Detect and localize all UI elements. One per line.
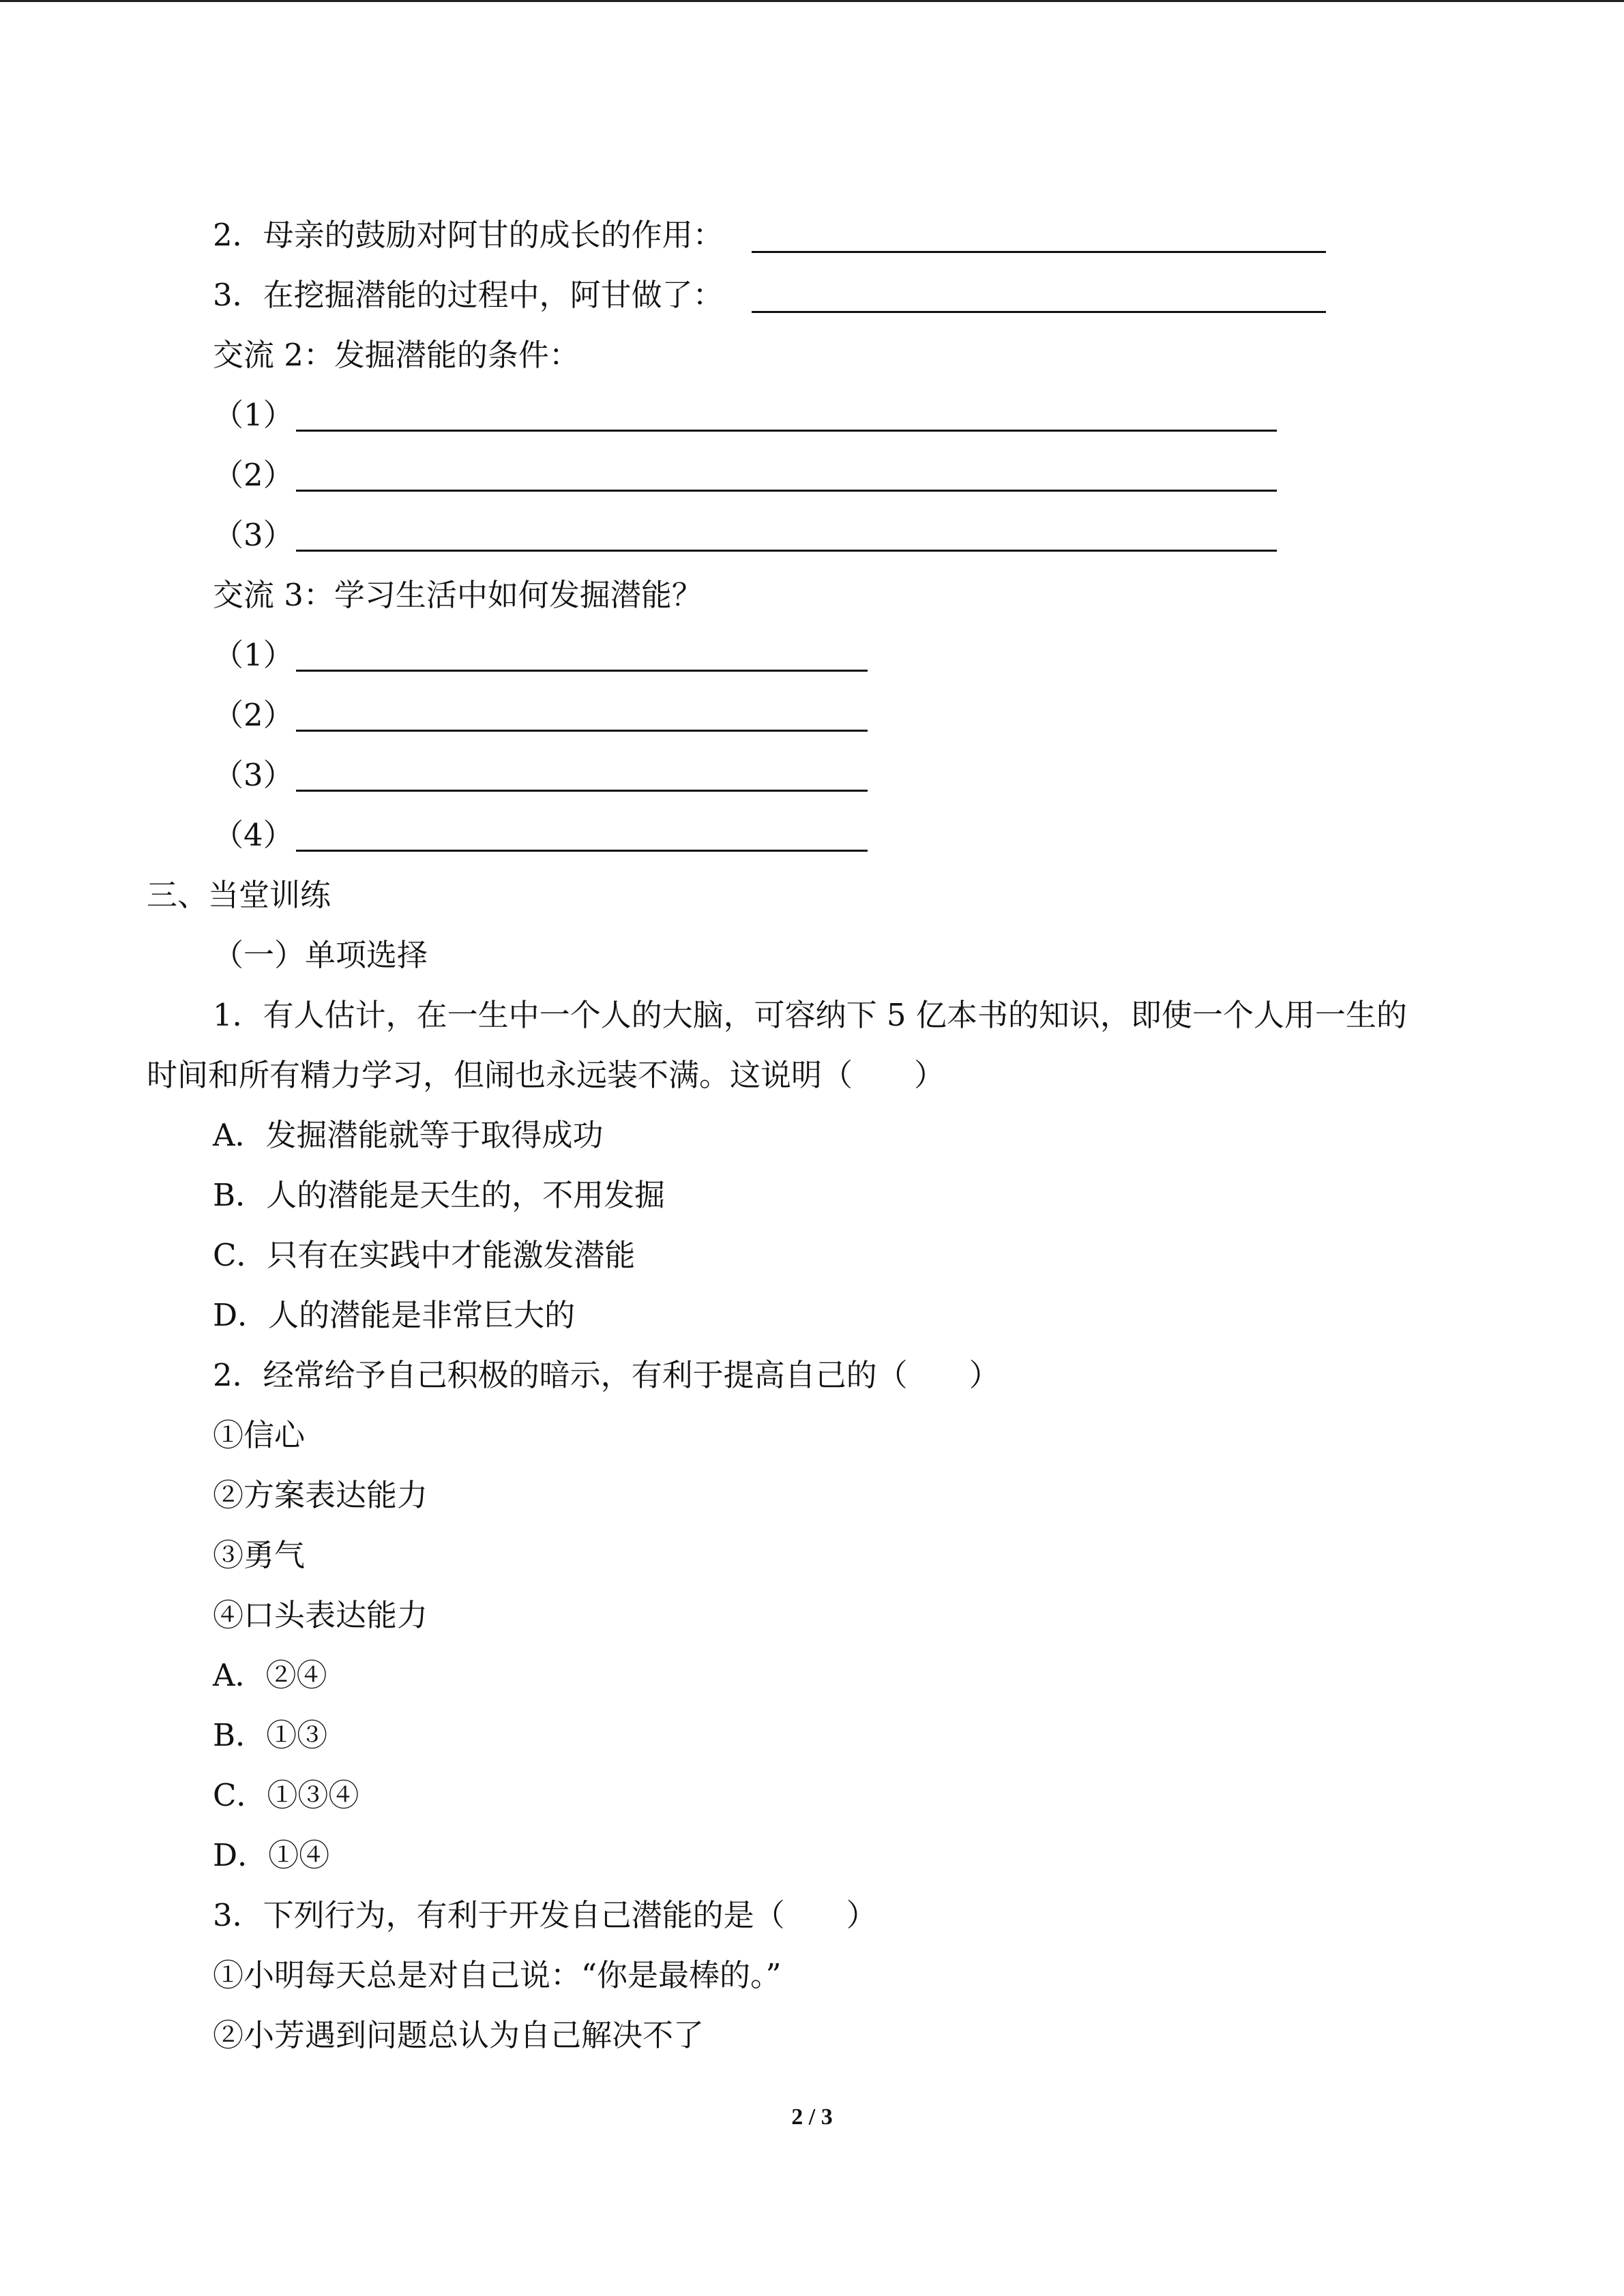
answer-blank-q2[interactable] bbox=[752, 251, 1326, 253]
exchange-2-title: 交流 2：发掘潜能的条件： bbox=[213, 337, 580, 373]
answer-blank-exchange3-3[interactable] bbox=[296, 790, 868, 792]
mcq-2-option-b[interactable]: B．①③ bbox=[213, 1717, 328, 1753]
exchange-2-item-label: （2） bbox=[213, 457, 294, 493]
mcq-2-statement: ④口头表达能力 bbox=[213, 1597, 428, 1633]
mcq-2-stem: 2．经常给予自己积极的暗示，有利于提高自己的（ ） bbox=[213, 1357, 1000, 1393]
question-2-prompt: 2．母亲的鼓励对阿甘的成长的作用： bbox=[213, 217, 724, 253]
mcq-2-statement: ①信心 bbox=[213, 1417, 306, 1453]
page-top-border bbox=[0, 0, 1624, 2]
mcq-1-option-b[interactable]: B．人的潜能是天生的，不用发掘 bbox=[213, 1177, 666, 1213]
answer-blank-exchange2-3[interactable] bbox=[296, 550, 1277, 552]
answer-blank-exchange3-2[interactable] bbox=[296, 730, 868, 732]
section-3-subheading: （一）单项选择 bbox=[213, 937, 428, 973]
answer-blank-exchange2-1[interactable] bbox=[296, 430, 1277, 432]
mcq-2-statement: ③勇气 bbox=[213, 1537, 306, 1573]
mcq-3-statement: ①小明每天总是对自己说：“你是最棒的。” bbox=[213, 1957, 782, 1993]
exchange-3-item-label: （4） bbox=[213, 817, 294, 853]
mcq-2-option-c[interactable]: C．①③④ bbox=[213, 1777, 359, 1813]
exchange-2-item-label: （1） bbox=[213, 397, 294, 433]
exchange-3-item-label: （2） bbox=[213, 697, 294, 733]
exchange-2-item-label: （3） bbox=[213, 517, 294, 553]
mcq-2-statement: ②方案表达能力 bbox=[213, 1477, 428, 1513]
page-number: 2 / 3 bbox=[791, 2104, 833, 2130]
mcq-1-stem-line-2: 时间和所有精力学习，但闹也永远装不满。这说明（ ） bbox=[147, 1057, 945, 1093]
answer-blank-exchange3-4[interactable] bbox=[296, 850, 868, 852]
exchange-3-item-label: （1） bbox=[213, 637, 294, 673]
exchange-3-title: 交流 3：学习生活中如何发掘潜能？ bbox=[213, 577, 703, 613]
mcq-1-option-d[interactable]: D．人的潜能是非常巨大的 bbox=[213, 1297, 576, 1333]
section-3-heading: 三、当堂训练 bbox=[147, 877, 331, 913]
answer-blank-exchange2-2[interactable] bbox=[296, 490, 1277, 492]
answer-blank-q3[interactable] bbox=[752, 311, 1326, 313]
mcq-1-option-a[interactable]: A．发掘潜能就等于取得成功 bbox=[213, 1117, 604, 1153]
mcq-2-option-a[interactable]: A．②④ bbox=[213, 1657, 327, 1693]
mcq-2-option-d[interactable]: D．①④ bbox=[213, 1837, 330, 1873]
mcq-1-stem-line-1: 1．有人估计，在一生中一个人的大脑，可容纳下 5 亿本书的知识，即使一个人用一生的 bbox=[213, 997, 1407, 1033]
mcq-1-option-c[interactable]: C．只有在实践中才能激发潜能 bbox=[213, 1237, 636, 1273]
mcq-3-statement: ②小芳遇到问题总认为自己解决不了 bbox=[213, 2017, 705, 2053]
answer-blank-exchange3-1[interactable] bbox=[296, 670, 868, 672]
mcq-3-stem: 3．下列行为，有利于开发自己潜能的是（ ） bbox=[213, 1897, 877, 1933]
question-3-prompt: 3．在挖掘潜能的过程中，阿甘做了： bbox=[213, 277, 724, 313]
exchange-3-item-label: （3） bbox=[213, 757, 294, 793]
